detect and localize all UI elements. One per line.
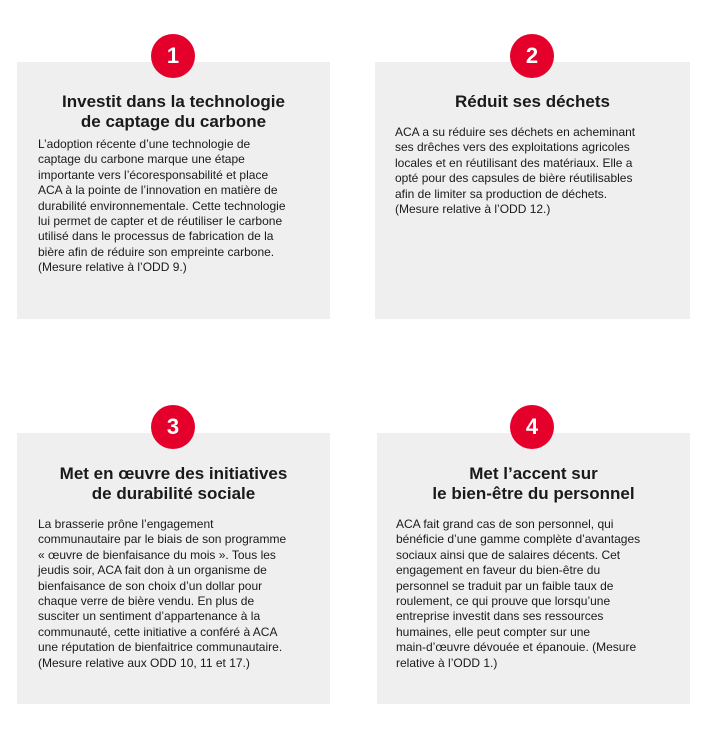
number-badge-1: 1	[151, 34, 195, 78]
title-line: Investit dans la technologie	[62, 92, 285, 111]
card-body-social-sustainability	[38, 517, 286, 671]
title-line: de captage du carbone	[80, 112, 267, 131]
body-line: bière afin de réduire son empreinte carbone.	[38, 244, 275, 259]
title-line: Met en œuvre des initiatives	[59, 464, 288, 483]
number-badge-4: 4	[510, 405, 554, 449]
body-line: sociaux ainsi que de salaires décents. Cet	[396, 547, 621, 562]
body-line: ACA à la pointe de l’innovation en matière de	[38, 183, 278, 198]
body-line: ACA fait grand cas de son personnel, qui	[396, 517, 614, 531]
body-line: ses drêches vers des exploitations agricoles	[395, 140, 630, 155]
title-line: le bien-être du personnel	[432, 484, 635, 503]
body-line: communauté, cette initiative a conféré à ACA	[38, 624, 278, 639]
card-body-waste-reduction	[395, 125, 635, 217]
card-body-carbon-capture	[38, 137, 286, 276]
title-line: Met l’accent sur	[469, 464, 598, 483]
body-line: La brasserie prône l’engagement	[38, 517, 214, 531]
number-badge-3: 3	[151, 405, 195, 449]
body-line: captage du carbone marque une étape	[38, 152, 245, 167]
body-line: opté pour des capsules de bière réutilisables	[395, 171, 633, 186]
body-line: locales et en réutilisant des matériaux. Elle a	[395, 155, 633, 170]
card-body-staff-wellbeing	[396, 517, 640, 671]
title-line: Réduit ses déchets	[455, 92, 610, 111]
body-line: roulement, ce qui prouve que lorsqu’une	[396, 594, 611, 609]
body-line: utilisé dans le processus de fabrication de la	[38, 229, 274, 244]
body-line: afin de limiter sa production de déchets.	[395, 186, 608, 201]
body-line: engagement en faveur du bien-être du	[396, 563, 601, 578]
body-line: jeudis soir, ACA fait don à un organisme de	[38, 563, 267, 578]
body-line: importante vers l’écoresponsabilité et place	[38, 167, 269, 182]
body-line: susciter un sentiment d’appartenance à la	[38, 609, 261, 624]
body-line: L’adoption récente d’une technologie de	[38, 137, 251, 151]
body-line: entreprise investit dans ses ressources	[396, 609, 604, 624]
body-line: relative à l’ODD 1.)	[396, 655, 498, 670]
body-line: ACA a su réduire ses déchets en acheminant	[395, 125, 636, 139]
body-line: (Mesure relative aux ODD 10, 11 et 17.)	[38, 655, 250, 670]
body-line: chaque verre de bière vendu. En plus de	[38, 594, 255, 609]
body-line: main-d’œuvre dévouée et épanouie. (Mesure	[396, 640, 637, 655]
body-line: « œuvre de bienfaisance du mois ». Tous les	[38, 547, 276, 562]
body-line: une réputation de bienfaitrice communautaire.	[38, 640, 283, 655]
body-line: durabilité environnementale. Cette technologie	[38, 198, 286, 213]
number-badge-2: 2	[510, 34, 554, 78]
body-line: (Mesure relative à l’ODD 12.)	[395, 202, 551, 217]
title-line: de durabilité sociale	[91, 484, 256, 503]
card-title-waste-reduction	[375, 92, 690, 112]
body-line: bénéficie d’une gamme complète d’avantages	[396, 532, 641, 547]
body-line: bienfaisance de son choix d’un dollar pour	[38, 578, 263, 593]
card-title-social-sustainability	[17, 464, 330, 504]
body-line: humaines, elle peut compter sur une	[396, 624, 591, 639]
body-line: (Mesure relative à l’ODD 9.)	[38, 260, 187, 275]
body-line: lui permet de capter et de réutiliser le carbone	[38, 214, 283, 229]
body-line: personnel se traduit par un faible taux de	[396, 578, 614, 593]
card-title-staff-wellbeing	[377, 464, 690, 504]
body-line: communautaire par le biais de son programme	[38, 532, 287, 547]
card-title-carbon-capture	[17, 92, 330, 132]
